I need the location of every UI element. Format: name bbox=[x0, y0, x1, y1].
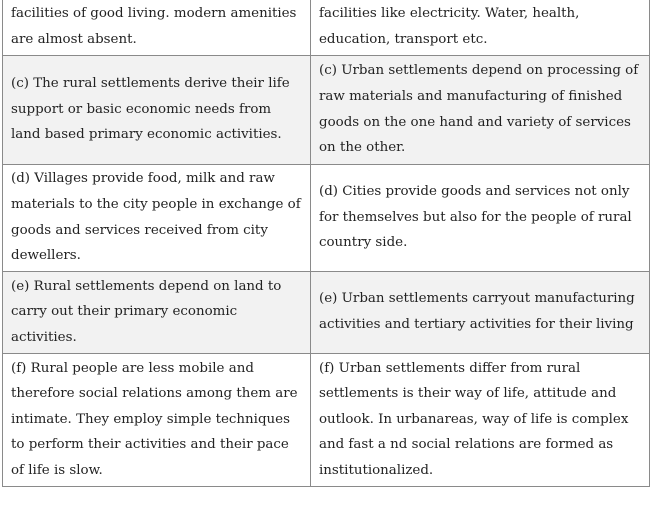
urban-cell: (e) Urban settlements carryout manufacturing activities and tertiary activities for their living bbox=[311, 272, 650, 354]
table-row bbox=[3, 0, 650, 56]
rural-cell: (d) Villages provide food, milk and raw materials to the city people in exchange of goods and services received from city dewellers. bbox=[3, 165, 311, 272]
table-row bbox=[3, 272, 650, 354]
urban-cell: (d) Cities provide goods and services not only for themselves but also for the people of rural country side. bbox=[311, 165, 650, 272]
rural-urban-comparison-table bbox=[2, 0, 650, 487]
urban-cell: facilities like electricity. Water, health, education, transport etc. bbox=[311, 0, 650, 56]
rural-cell: facilities of good living. modern amenities are almost absent. bbox=[3, 0, 311, 56]
table-row bbox=[3, 165, 650, 272]
urban-cell: (f) Urban settlements differ from rural settlements is their way of life, attitude and outlook. In urbanareas, way of life is complex and fast a nd social relations are formed as institutionalized. bbox=[311, 354, 650, 487]
table-row bbox=[3, 56, 650, 165]
rural-cell: (f) Rural people are less mobile and therefore social relations among them are intimate. They employ simple techniques to perform their activities and their pace of life is slow. bbox=[3, 354, 311, 487]
rural-cell: (c) The rural settlements derive their life support or basic economic needs from land based primary economic activities. bbox=[3, 56, 311, 165]
rural-cell: (e) Rural settlements depend on land to carry out their primary economic activities. bbox=[3, 272, 311, 354]
table-row bbox=[3, 354, 650, 487]
urban-cell: (c) Urban settlements depend on processing of raw materials and manufacturing of finished goods on the one hand and variety of services on the other. bbox=[311, 56, 650, 165]
